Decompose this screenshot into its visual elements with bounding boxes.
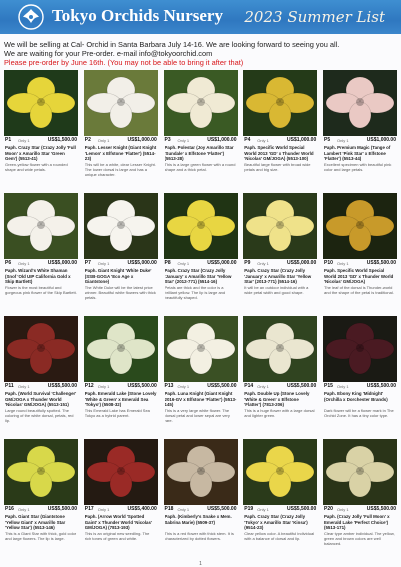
product-description: This is a Giant Star with thick, gold color and large flowers. The lip is large. xyxy=(5,532,77,541)
product-card[interactable] xyxy=(84,70,158,189)
orchid-flower-icon xyxy=(243,316,317,382)
product-price: US$5,000.00 xyxy=(207,260,237,266)
product-price: US$5,500.00 xyxy=(366,506,396,512)
brand-title: Tokyo Orchids Nursery xyxy=(52,6,223,25)
orchid-flower-icon xyxy=(84,193,158,259)
orchid-photo xyxy=(84,439,158,505)
product-meta xyxy=(4,506,78,513)
orchid-photo xyxy=(323,193,397,259)
product-title: Paph. Wizard's White Shaman (Snof 'Old UIP California Gold x Skip Bartlett) xyxy=(5,268,71,284)
product-card[interactable] xyxy=(4,316,78,435)
product-price: US$5,500.00 xyxy=(287,383,317,389)
product-meta xyxy=(4,137,78,144)
product-quantity: Only 1 xyxy=(177,261,190,266)
product-description: Excellent specimen with beautiful pink color and large petals. xyxy=(324,163,392,172)
product-code: P10 xyxy=(324,260,333,266)
product-meta xyxy=(243,137,317,144)
product-quantity: Only 1 xyxy=(18,261,30,266)
orchid-flower-icon xyxy=(323,193,397,259)
orchid-photo xyxy=(84,70,158,136)
product-quantity: Only 1 xyxy=(97,507,110,512)
product-code: P15 xyxy=(324,383,333,389)
orchid-photo xyxy=(243,70,317,136)
product-meta xyxy=(4,383,78,390)
orchid-photo xyxy=(323,316,397,382)
product-description: Beautiful large flower with broad wide petals and big size. xyxy=(244,163,311,172)
product-meta xyxy=(323,260,397,267)
product-description: The White Duke will be the latest price winner. Beautiful white flowers with thick petals. xyxy=(84,286,156,300)
product-meta xyxy=(323,506,397,513)
product-quantity: Only 1 xyxy=(337,507,349,512)
product-title: Paph. Giant Knight 'White Duke' (SSB-GOGA 'Eco Age x Giantstone) xyxy=(84,268,152,284)
product-price: US$5,500.00 xyxy=(207,506,237,512)
product-meta xyxy=(164,506,238,513)
orchid-logo-icon xyxy=(18,4,44,30)
notice-deadline: Please pre-order by June 16th. (You may not be able to bring it after that) xyxy=(4,58,244,67)
product-description: This is a huge flower with a large dorsal and lighter green. xyxy=(244,409,315,418)
orchid-flower-icon xyxy=(323,316,397,382)
product-card[interactable] xyxy=(164,316,238,435)
product-price: US$5,500.00 xyxy=(287,506,317,512)
orchid-flower-icon xyxy=(323,70,397,136)
product-title: Paph. Giant Star (Giantstone 'Yellow Giant' x Amarillo Star 'Yellow Star') (5513-146) xyxy=(5,514,66,530)
product-quantity: Only 1 xyxy=(177,384,190,389)
product-description: Dark flower will be a flower mark in The Orchid Zone. It has a tiny color type. xyxy=(324,409,394,418)
product-quantity: Only 1 xyxy=(257,138,269,143)
product-code: P12 xyxy=(84,383,94,389)
product-quantity: Only 1 xyxy=(97,384,110,389)
orchid-photo xyxy=(4,70,78,136)
product-meta xyxy=(84,506,158,513)
product-title: Paph. Specific World Special World 2013 'GD' x Thunder World 'Nicolas' GM/JOGA) xyxy=(324,268,394,284)
product-code: P3 xyxy=(164,137,171,143)
orchid-photo xyxy=(164,439,238,505)
product-description: The leaf of the dorsal is Thunder-world and the shape of the petal is traditional. xyxy=(324,286,394,295)
product-code: P20 xyxy=(324,506,333,512)
product-meta xyxy=(243,260,317,267)
orchid-photo xyxy=(243,316,317,382)
orchid-photo xyxy=(243,439,317,505)
orchid-flower-icon xyxy=(164,70,238,136)
product-title: Paph. Specific World Special World 2013 'GD' x Thunder World 'Nicolas' GM/JOGA) (5513-100) xyxy=(244,145,314,161)
season-title: 2023 Summer List xyxy=(244,8,385,26)
orchid-flower-icon xyxy=(164,439,238,505)
product-card[interactable] xyxy=(243,193,317,312)
product-card[interactable] xyxy=(84,193,158,312)
orchid-photo xyxy=(4,193,78,259)
product-price: US$1,000.00 xyxy=(366,137,396,143)
product-code: P14 xyxy=(244,383,254,389)
product-card[interactable] xyxy=(164,193,238,312)
product-meta xyxy=(323,383,397,390)
product-quantity: Only 1 xyxy=(257,507,269,512)
product-price: US$5,400.00 xyxy=(127,506,157,512)
orchid-photo xyxy=(164,70,238,136)
product-code: P4 xyxy=(244,137,251,143)
product-description: This Emerald Lake has Emerald Sea Tokyo as a hybrid parent. xyxy=(84,409,150,418)
product-code: P13 xyxy=(164,383,174,389)
product-meta xyxy=(243,506,317,513)
product-price: US$1,000.00 xyxy=(127,137,157,143)
product-description: This is a large green flower with a round shape and a thick petal. xyxy=(164,163,236,172)
product-code: P11 xyxy=(5,383,14,389)
product-quantity: Only 1 xyxy=(97,138,110,143)
product-meta xyxy=(323,137,397,144)
product-title: Paph. Polestar (Joy Amarillo Star 'Sundale' x Elfstone 'Flatter') (5513-28) xyxy=(164,145,234,161)
product-price: US$1,500.00 xyxy=(47,137,77,143)
product-quantity: Only 1 xyxy=(337,384,349,389)
product-title: Paph. Crazy Star (Crazy Jolly 'Tokyo' x Amarillo Star 'Kinsa') (9514-23) xyxy=(244,514,308,530)
orchid-photo xyxy=(243,193,317,259)
product-grid xyxy=(4,70,397,560)
product-price: US$5,000.00 xyxy=(127,260,157,266)
product-title: Paph. Ebony King 'Midnight' (Orchilla x Dorchester Brands) xyxy=(324,391,388,402)
product-meta xyxy=(164,260,238,267)
product-code: P16 xyxy=(5,506,14,512)
page-number: 1 xyxy=(199,561,202,567)
notice-event: We will be selling at Cal- Orchid in Santa Barbara July 14-16. We are looking forward to seeing you all. xyxy=(4,40,340,49)
product-title: Paph. (World Survival 'Challenger' GM/JOGA x Thunder World 'Nicolas' GM/JOGA) (5513-151) xyxy=(5,391,77,407)
orchid-flower-icon xyxy=(164,316,238,382)
product-code: P18 xyxy=(164,506,174,512)
product-price: US$5,500.00 xyxy=(207,383,237,389)
product-price: US$1,000.00 xyxy=(207,137,237,143)
product-title: Paph. (Arrow World 'Spotted Gaint' x Thunder World 'Nicolas' GM/JOGA) (7813-193) xyxy=(84,514,152,530)
product-description: Clear type amber individual. The yellow, green and brown colors are well balanced. xyxy=(324,532,395,546)
product-price: US$5,500.00 xyxy=(366,260,396,266)
product-meta xyxy=(164,383,238,390)
notice-preorder: We are waiting for your Pre-order. e-mail info@tokyoorchid.com xyxy=(4,49,213,58)
product-price: US$5,000.00 xyxy=(47,260,77,266)
product-meta xyxy=(243,383,317,390)
product-quantity: Only 1 xyxy=(18,507,30,512)
product-card[interactable] xyxy=(4,439,78,558)
product-code: P1 xyxy=(5,137,12,143)
product-description: It will be an outdoor individual with a wide petal width and good shape. xyxy=(244,286,309,295)
product-description: Flower is the most beautiful and gorgeous pink flower of the Skip Bartlett. xyxy=(5,286,77,295)
product-meta xyxy=(164,137,238,144)
product-quantity: Only 1 xyxy=(177,138,190,143)
product-title: Paph. (Kimberly's Snake x Mem. Sabrina Marie) (5509-37) xyxy=(164,514,232,525)
product-quantity: Only 1 xyxy=(97,261,110,266)
product-card[interactable] xyxy=(243,316,317,435)
product-card[interactable] xyxy=(164,70,238,189)
product-description: Green-yellow flower with a rounded shape and wide petals. xyxy=(5,163,68,172)
product-quantity: Only 1 xyxy=(257,384,269,389)
product-meta xyxy=(84,383,158,390)
orchid-flower-icon xyxy=(243,70,317,136)
product-quantity: Only 1 xyxy=(18,384,30,389)
orchid-flower-icon xyxy=(84,70,158,136)
orchid-flower-icon xyxy=(84,316,158,382)
product-meta xyxy=(4,260,78,267)
product-card[interactable] xyxy=(4,193,78,312)
product-card[interactable] xyxy=(323,70,397,189)
product-title: Paph. Crazy Star (Crazy Jolly 'January' x Amarillo Star 'Yellow Star' (2012-771) (5514-16) xyxy=(164,268,232,284)
product-code: P5 xyxy=(324,137,331,143)
orchid-photo xyxy=(4,439,78,505)
orchid-photo xyxy=(4,316,78,382)
orchid-photo xyxy=(164,316,238,382)
product-meta xyxy=(84,137,158,144)
orchid-flower-icon xyxy=(323,439,397,505)
product-description: Large round beautifully spotted. The coloring of the white dorsal, petals, red lip. xyxy=(5,409,74,423)
product-price: US$5,500.00 xyxy=(47,383,77,389)
product-card[interactable] xyxy=(323,439,397,558)
product-title: Paph. Crazy Star (Crazy Jolly 'Full Moon' x Amarillo Star 'Green Gem') (5513-41) xyxy=(5,145,76,161)
product-code: P8 xyxy=(164,260,171,266)
product-price: US$5,500.00 xyxy=(366,383,396,389)
product-title: Paph. Double Up (Stone Lovely 'White & Green' x Elfstone 'Flatter') (7813-206) xyxy=(244,391,310,407)
product-meta xyxy=(84,260,158,267)
orchid-photo xyxy=(323,439,397,505)
orchid-photo xyxy=(164,193,238,259)
product-code: P9 xyxy=(244,260,251,266)
product-title: Paph. (Crazy Jolly 'Full Moon' x Emerald Lake 'Perfect Choice') (5513-171) xyxy=(324,514,390,530)
product-price: US$5,000.00 xyxy=(287,260,317,266)
orchid-flower-icon xyxy=(243,193,317,259)
product-description: Clear yellow color. A beautiful individual with a balance of dorsal and lip. xyxy=(244,532,315,541)
product-card[interactable] xyxy=(323,316,397,435)
product-card[interactable] xyxy=(243,70,317,189)
product-code: P6 xyxy=(5,260,12,266)
product-description: This is an original new seedling. The rich tones of green and white. xyxy=(84,532,150,541)
product-card[interactable] xyxy=(323,193,397,312)
product-title: Paph. Crazy Star (Crazy Jolly 'January' x Amarillo Star 'Yellow Star' (2013-771) (5514-16) xyxy=(244,268,312,284)
product-price: US$1,000.00 xyxy=(287,137,317,143)
orchid-photo xyxy=(84,193,158,259)
product-code: P19 xyxy=(244,506,254,512)
product-quantity: Only 1 xyxy=(337,261,349,266)
product-card[interactable] xyxy=(84,316,158,435)
product-card[interactable] xyxy=(164,439,238,558)
orchid-flower-icon xyxy=(4,439,78,505)
orchid-photo xyxy=(323,70,397,136)
orchid-flower-icon xyxy=(4,193,78,259)
product-description: This will be a white, clear Lesser Knight. The lower dorsal is large and has a unique character. xyxy=(84,163,156,177)
product-price: US$5,500.00 xyxy=(127,383,157,389)
product-quantity: Only 1 xyxy=(257,261,269,266)
product-code: P7 xyxy=(84,260,91,266)
product-title: Paph. Emerald Lake (Stone Lovely 'White & Green' x Emerald Sea 'Tokyo') (5508-32) xyxy=(84,391,157,407)
product-card[interactable] xyxy=(84,439,158,558)
product-description: Petals are thick and the color is a brilliant yellow. The lip is large and beautifully shaped. xyxy=(164,286,226,300)
product-quantity: Only 1 xyxy=(337,138,349,143)
product-quantity: Only 1 xyxy=(177,507,190,512)
product-code: P2 xyxy=(84,137,91,143)
product-description: This is a red flower with thick stem. It is characterized by dotted flowers. xyxy=(164,532,234,541)
orchid-photo xyxy=(84,316,158,382)
product-quantity: Only 1 xyxy=(18,138,30,143)
orchid-flower-icon xyxy=(84,439,158,505)
orchid-flower-icon xyxy=(4,70,78,136)
product-title: Paph. Lesser Knight (Giant Knight 'Lemon' x Elfstone 'Flatter') (5514-23) xyxy=(84,145,157,161)
orchid-flower-icon xyxy=(243,439,317,505)
product-description: This is a very large white flower. The dorsal petal and lower sepal are very rare. xyxy=(164,409,230,423)
product-title: Paph. Luna Knight (Giant Knight 2016-GV x Elfstone 'Flatter') (5513-145) xyxy=(164,391,237,407)
product-card[interactable] xyxy=(243,439,317,558)
product-code: P17 xyxy=(84,506,94,512)
orchid-flower-icon xyxy=(164,193,238,259)
product-card[interactable] xyxy=(4,70,78,189)
orchid-flower-icon xyxy=(4,316,78,382)
product-title: Paph. Premium Magic (Tange of Lambert 'Pink Star' x Elfstone 'Flatter') (5513-44) xyxy=(324,145,391,161)
header-banner xyxy=(0,0,401,34)
product-price: US$5,500.00 xyxy=(47,506,77,512)
